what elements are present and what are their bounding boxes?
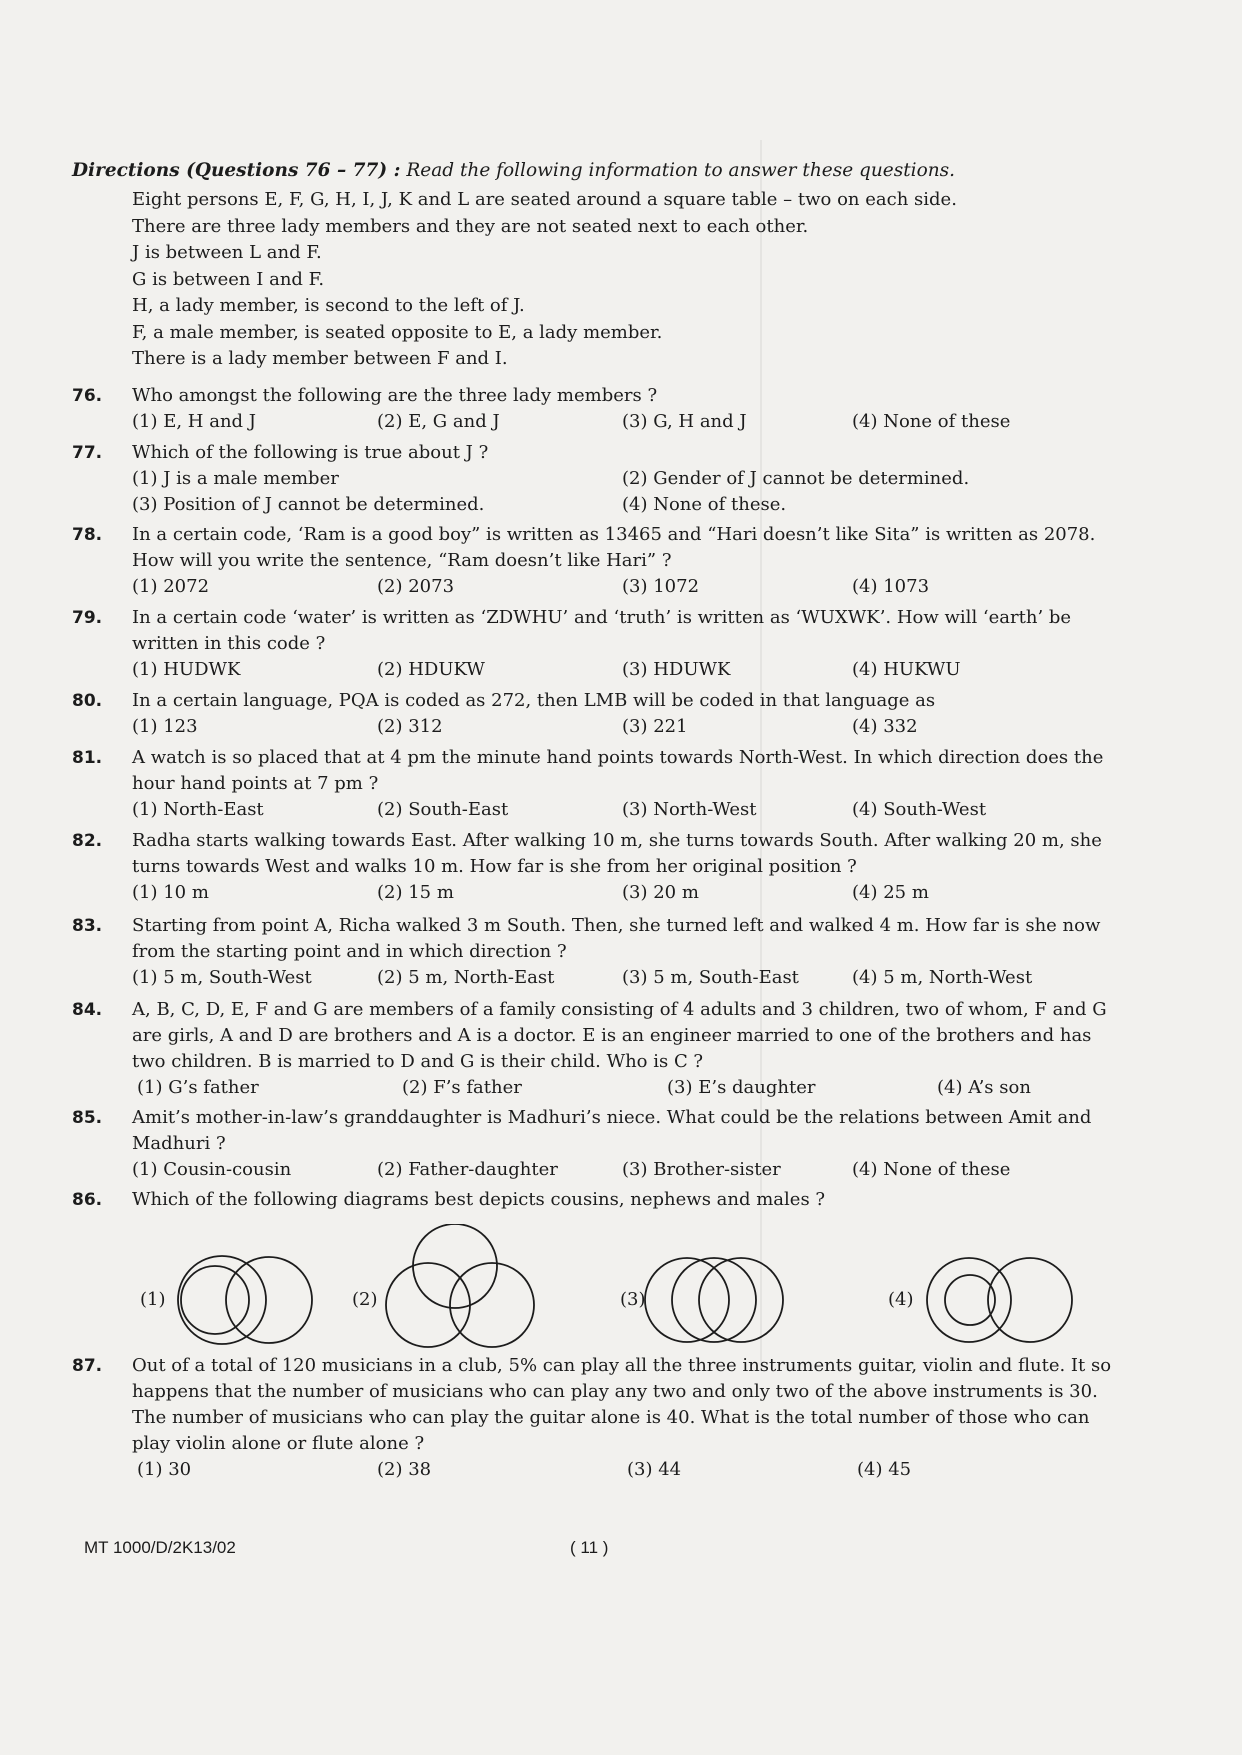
question-number: 77.: [72, 443, 103, 463]
option-2[interactable]: (2) South-East: [377, 799, 509, 820]
info-line: Eight persons E, F, G, H, I, J, K and L are seated around a square table – two on each side.: [132, 189, 957, 210]
question-number: 85.: [72, 1108, 103, 1128]
options-row: [132, 965, 1112, 991]
info-line: There are three lady members and they are not seated next to each other.: [132, 215, 809, 237]
option-4[interactable]: (4) 1073: [852, 576, 930, 597]
option-3[interactable]: (3) 5 m, South-East: [622, 967, 799, 988]
question-number: 87.: [72, 1356, 103, 1376]
question-86: [72, 1187, 1112, 1213]
diagram-label-2: (2): [352, 1289, 378, 1310]
option-2[interactable]: (2) 15 m: [377, 882, 454, 903]
option-2[interactable]: (2) Gender of J cannot be determined.: [622, 468, 970, 489]
venn-circle: [450, 1263, 534, 1347]
options-row: [132, 1457, 1112, 1483]
option-2[interactable]: (2) Father-daughter: [377, 1159, 558, 1180]
venn-circle: [386, 1263, 470, 1347]
options-row: [132, 1157, 1112, 1183]
diagram-label-3: (3): [620, 1289, 646, 1310]
diagram-label-1: (1): [140, 1289, 166, 1310]
question-text: Which of the following diagrams best depicts cousins, nephews and males ?: [132, 1189, 826, 1210]
option-2[interactable]: (2) 38: [377, 1459, 432, 1480]
venn-circle: [413, 1224, 497, 1308]
question-text: Starting from point A, Richa walked 3 m South. Then, she turned left and walked 4 m. How far is she now from the starting point and in which direction ?: [132, 915, 1101, 962]
option-1[interactable]: (1) North-East: [132, 799, 264, 820]
question-number: 84.: [72, 1000, 103, 1020]
option-4[interactable]: (4) HUKWU: [852, 659, 961, 680]
page-number: ( 11 ): [570, 1538, 609, 1557]
option-1[interactable]: (1) 5 m, South-West: [132, 967, 312, 988]
directions-heading: [72, 160, 955, 181]
option-2[interactable]: (2) E, G and J: [377, 411, 500, 432]
options-row: [132, 657, 1112, 683]
question-number: 83.: [72, 916, 103, 936]
venn-diagrams-svg: [132, 1224, 1112, 1364]
question-text: Which of the following is true about J ?: [132, 442, 489, 463]
option-4[interactable]: (4) None of these: [852, 1159, 1011, 1180]
question-number: 82.: [72, 831, 103, 851]
venn-circle: [181, 1266, 249, 1334]
question-text: In a certain language, PQA is coded as 272, then LMB will be coded in that language as: [132, 690, 936, 711]
question-number: 76.: [72, 386, 103, 406]
question-text: A watch is so placed that at 4 pm the minute hand points towards North-West. In which direction does the hour hand points at 7 pm ?: [132, 747, 1104, 794]
diagram-label-4: (4): [888, 1289, 914, 1310]
option-3[interactable]: (3) 44: [627, 1459, 682, 1480]
question-83: [72, 913, 1112, 991]
question-text: A, B, C, D, E, F and G are members of a family consisting of 4 adults and 3 children, two of whom, F and G are girls, A and D are brothers and A is a doctor. E is an engineer married to one of the brothers and has two children. B is married to D and G is their child. Who is C ?: [132, 999, 1107, 1072]
question-81: [72, 745, 1112, 823]
venn-circle: [988, 1258, 1072, 1342]
venn-circle: [699, 1258, 783, 1342]
question-text: In a certain code, ‘Ram is a good boy” is written as 13465 and “Hari doesn’t like Sita” is written as 2078. How will you write the sentence, “Ram doesn’t like Hari” ?: [132, 524, 1096, 571]
venn-circle: [645, 1258, 729, 1342]
question-80: [72, 688, 1112, 740]
question-text: Who amongst the following are the three lady members ?: [132, 385, 658, 406]
question-82: [72, 828, 1112, 906]
option-3[interactable]: (3) G, H and J: [622, 411, 747, 432]
question-text: Radha starts walking towards East. After walking 10 m, she turns towards South. After walking 20 m, she turns towards West and walks 10 m. How far is she from her original position ?: [132, 830, 1102, 877]
option-3[interactable]: (3) HDUWK: [622, 659, 731, 680]
option-1[interactable]: (1) 123: [132, 716, 198, 737]
info-line: F, a male member, is seated opposite to E, a lady member.: [132, 321, 663, 343]
diagram-option-2[interactable]: [386, 1224, 534, 1347]
question-number: 81.: [72, 748, 103, 768]
option-1[interactable]: (1) J is a male member: [132, 468, 339, 489]
option-1[interactable]: (1) Cousin-cousin: [132, 1159, 292, 1180]
question-77: [72, 440, 1112, 518]
question-number: 86.: [72, 1190, 103, 1210]
question-text: Amit’s mother-in-law’s granddaughter is Madhuri’s niece. What could be the relations between Amit and Madhuri ?: [132, 1107, 1092, 1154]
info-line: There is a lady member between F and I.: [132, 348, 508, 369]
option-3[interactable]: (3) E’s daughter: [667, 1077, 816, 1098]
question-79: [72, 605, 1112, 683]
options-row: [132, 797, 1112, 823]
venn-circle: [226, 1257, 312, 1343]
venn-diagram-options: [132, 1224, 1112, 1368]
option-1[interactable]: (1) 10 m: [132, 882, 209, 903]
question-76: [72, 383, 1112, 435]
question-85: [72, 1105, 1112, 1183]
option-1[interactable]: (1) G’s father: [137, 1077, 259, 1098]
option-4[interactable]: (4) A’s son: [937, 1077, 1031, 1098]
question-84: [72, 997, 1112, 1101]
question-87: [72, 1353, 1112, 1483]
option-3[interactable]: (3) 221: [622, 716, 688, 737]
option-4[interactable]: (4) 332: [852, 716, 918, 737]
option-2[interactable]: (2) F’s father: [402, 1077, 522, 1098]
option-3[interactable]: (3) Brother-sister: [622, 1159, 781, 1180]
question-text: In a certain code ‘water’ is written as ‘ZDWHU’ and ‘truth’ is written as ‘WUXWK’. How will ‘earth’ be written in this code ?: [132, 607, 1072, 654]
option-4[interactable]: (4) 25 m: [852, 882, 929, 903]
option-2[interactable]: (2) 312: [377, 716, 443, 737]
diagram-option-4[interactable]: [927, 1258, 1072, 1342]
directions-text: Read the following information to answer these questions.: [400, 160, 956, 181]
option-2[interactable]: (2) 2073: [377, 576, 455, 597]
info-line: H, a lady member, is second to the left of J.: [132, 295, 525, 316]
option-1[interactable]: (1) E, H and J: [132, 411, 257, 432]
question-text: Out of a total of 120 musicians in a club, 5% can play all the three instruments guitar, violin and flute. It so happens that the number of musicians who can play any two and only two of the above instruments is 30. The number of musicians who can play the guitar alone is 40. What is the total number of those who can play violin alone or flute alone ?: [132, 1355, 1112, 1454]
options-grid: [132, 466, 1112, 518]
option-1[interactable]: (1) 2072: [132, 576, 210, 597]
option-4[interactable]: (4) South-West: [852, 799, 987, 820]
option-3[interactable]: (3) 1072: [622, 576, 700, 597]
option-4[interactable]: (4) 5 m, North-West: [852, 967, 1033, 988]
diagram-option-1[interactable]: [178, 1256, 312, 1344]
question-number: 80.: [72, 691, 103, 711]
venn-circle: [672, 1258, 756, 1342]
option-4[interactable]: (4) 45: [857, 1459, 912, 1480]
question-number: 79.: [72, 608, 103, 628]
options-row: [132, 880, 1112, 906]
diagram-option-3[interactable]: [645, 1258, 783, 1342]
option-4[interactable]: (4) None of these: [852, 411, 1011, 432]
options-row: [132, 714, 1112, 740]
paper-code: MT 1000/D/2K13/02: [84, 1538, 236, 1557]
option-3[interactable]: (3) Position of J cannot be determined.: [132, 494, 485, 515]
option-3[interactable]: (3) 20 m: [622, 882, 699, 903]
option-1[interactable]: (1) HUDWK: [132, 659, 241, 680]
options-row: [132, 574, 1112, 600]
info-line: J is between L and F.: [132, 242, 322, 263]
directions-label: Directions (Questions 76 – 77) :: [72, 160, 401, 181]
options-row: [132, 1075, 1112, 1101]
option-2[interactable]: (2) 5 m, North-East: [377, 967, 555, 988]
puzzle-information: [132, 187, 957, 373]
options-row: [132, 409, 1112, 435]
option-3[interactable]: (3) North-West: [622, 799, 757, 820]
option-2[interactable]: (2) HDUKW: [377, 659, 485, 680]
venn-circle: [927, 1258, 1011, 1342]
option-4[interactable]: (4) None of these.: [622, 494, 787, 515]
question-78: [72, 522, 1112, 600]
option-1[interactable]: (1) 30: [137, 1459, 192, 1480]
question-number: 78.: [72, 525, 103, 545]
venn-circle: [178, 1256, 266, 1344]
info-line: G is between I and F.: [132, 268, 325, 290]
